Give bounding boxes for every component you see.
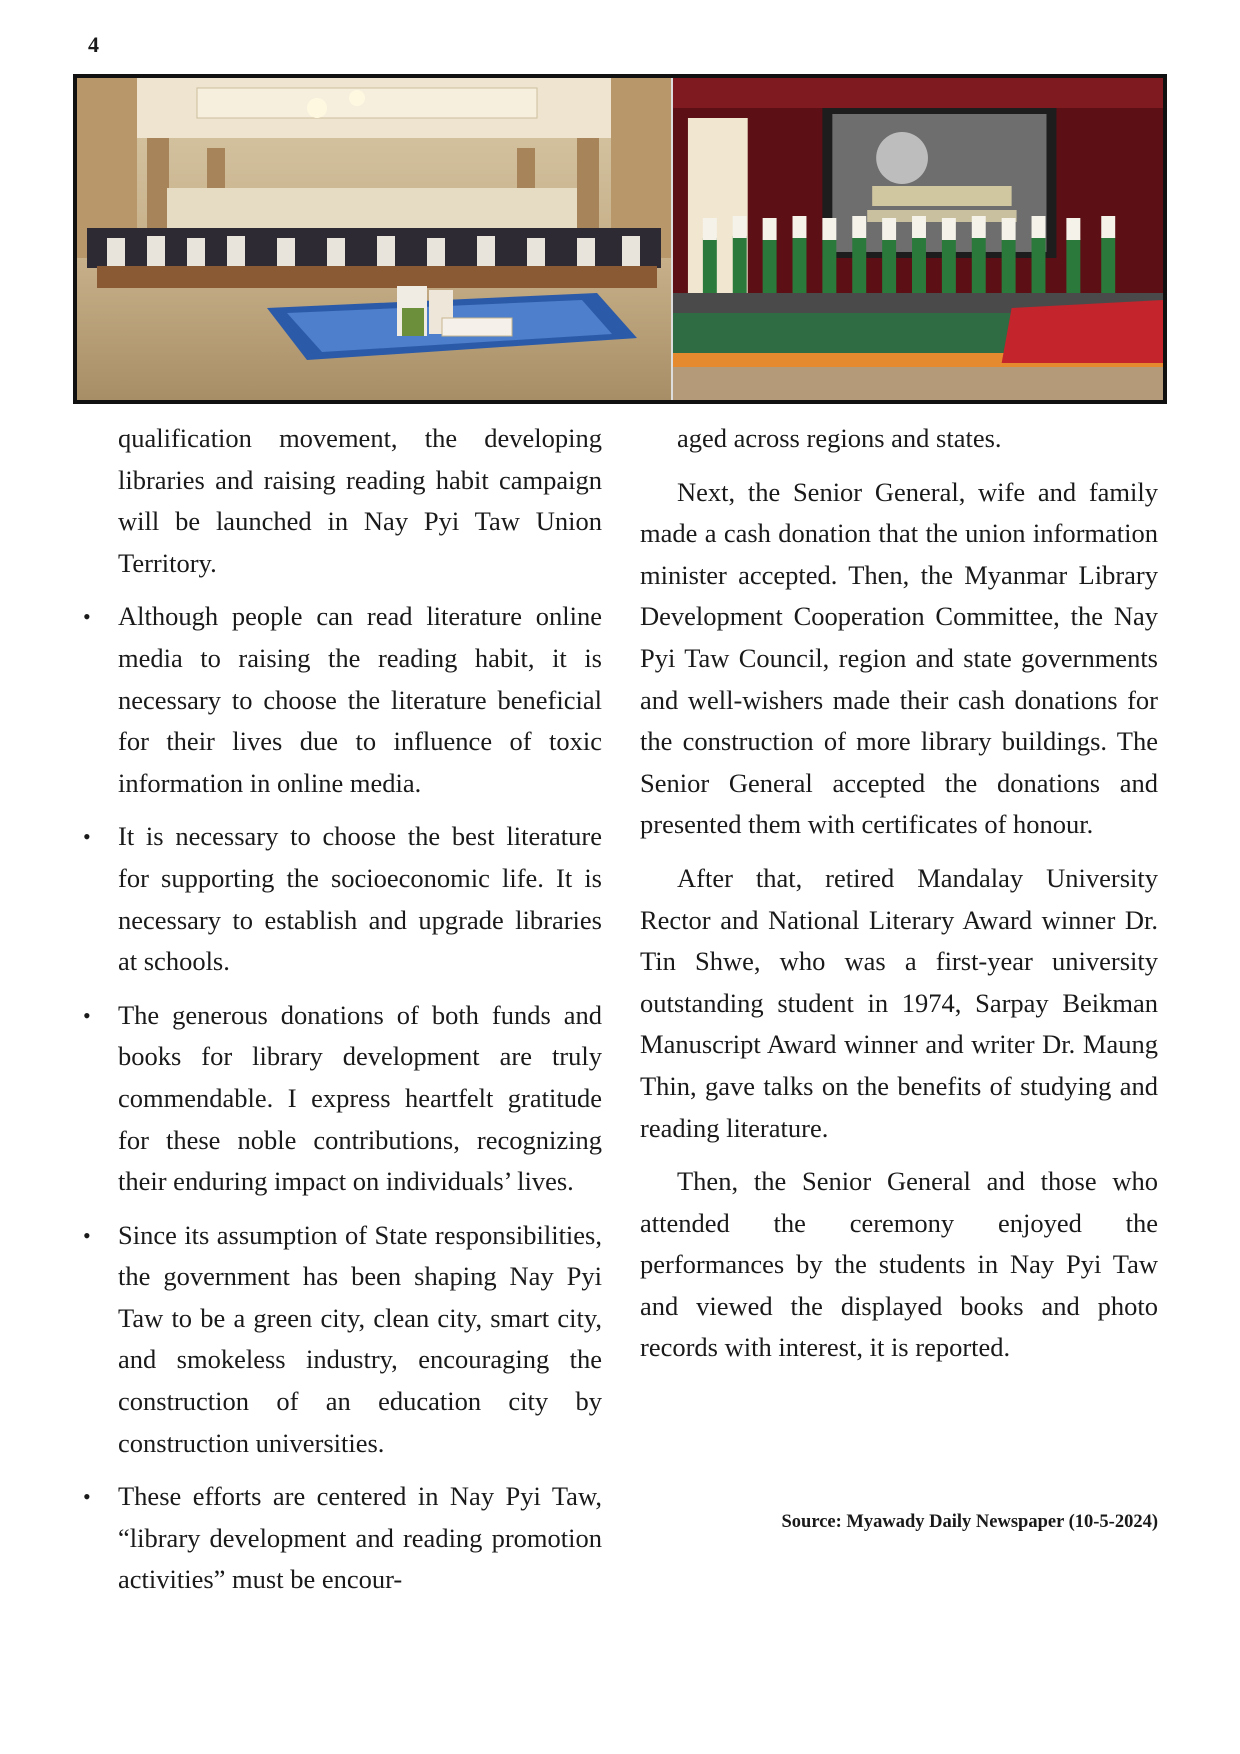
- bullet-icon: •: [83, 604, 91, 630]
- body-paragraph: After that, retired Mandalay University Rector and National Literary Award winner Dr. Tin Shwe, who was a first-year university outstanding student in 1974, Sarpay Beikman Manuscript Award winner and writer Dr. Maung Thin, gave talks on the benefits of studying and reading literature.: [640, 862, 1158, 1143]
- bullet-icon: •: [83, 1484, 91, 1510]
- bullet-list: [83, 596, 602, 1601]
- bullet-icon: •: [83, 1002, 91, 1028]
- photo-strip: [73, 74, 1167, 404]
- ceremony-hall-photo: [77, 78, 673, 400]
- body-paragraph: Then, the Senior General and those who attended the ceremony enjoyed the performances by the students in Nay Pyi Taw and viewed the displayed books and photo records with interest, it is reported.: [640, 1166, 1158, 1363]
- list-item: • Since its assumption of State responsibilities, the government has been shaping Nay Pyi Taw to be a green city, clean city, smart city, and smokeless industry, encouraging the construction of an education city by construction universities.: [118, 1215, 602, 1465]
- lead-paragraph: qualification movement, the developing libraries and raising reading habit campaign will be launched in Nay Pyi Taw Union Territory.: [118, 423, 602, 578]
- list-item: • These efforts are centered in Nay Pyi Taw, “library development and reading promotion activities” must be encour-: [118, 1476, 602, 1601]
- stage-performance-photo: [673, 78, 1163, 400]
- source-credit: Source: Myawady Daily Newspaper (10-5-2024): [781, 1512, 1158, 1532]
- list-item: • The generous donations of both funds and books for library development are truly commendable. I express heartfelt gratitude for these noble contributions, recognizing their enduring impact on individuals’ lives.: [118, 995, 602, 1203]
- bullet-icon: •: [83, 824, 91, 850]
- page-number: 4: [88, 32, 99, 57]
- continuation-paragraph: aged across regions and states.: [677, 423, 1002, 453]
- list-item: • It is necessary to choose the best literature for supporting the socioeconomic life. It is necessary to establish and upgrade libraries at schools.: [118, 816, 602, 982]
- body-paragraph: Next, the Senior General, wife and family made a cash donation that the union information minister accepted. Then, the Myanmar Library Development Cooperation Committee, the Nay Pyi Taw Council, region and state governments and well-wishers made their cash donations for the construction of more library buildings. The Senior General accepted the donations and presented them with certificates of honour.: [640, 476, 1158, 840]
- left-column: [83, 418, 602, 1613]
- list-item: • Although people can read literature online media to raising the reading habit, it is necessary to choose the literature beneficial for their lives due to influence of toxic information in online media.: [118, 596, 602, 804]
- bullet-icon: •: [83, 1222, 91, 1248]
- right-column: [640, 418, 1158, 1381]
